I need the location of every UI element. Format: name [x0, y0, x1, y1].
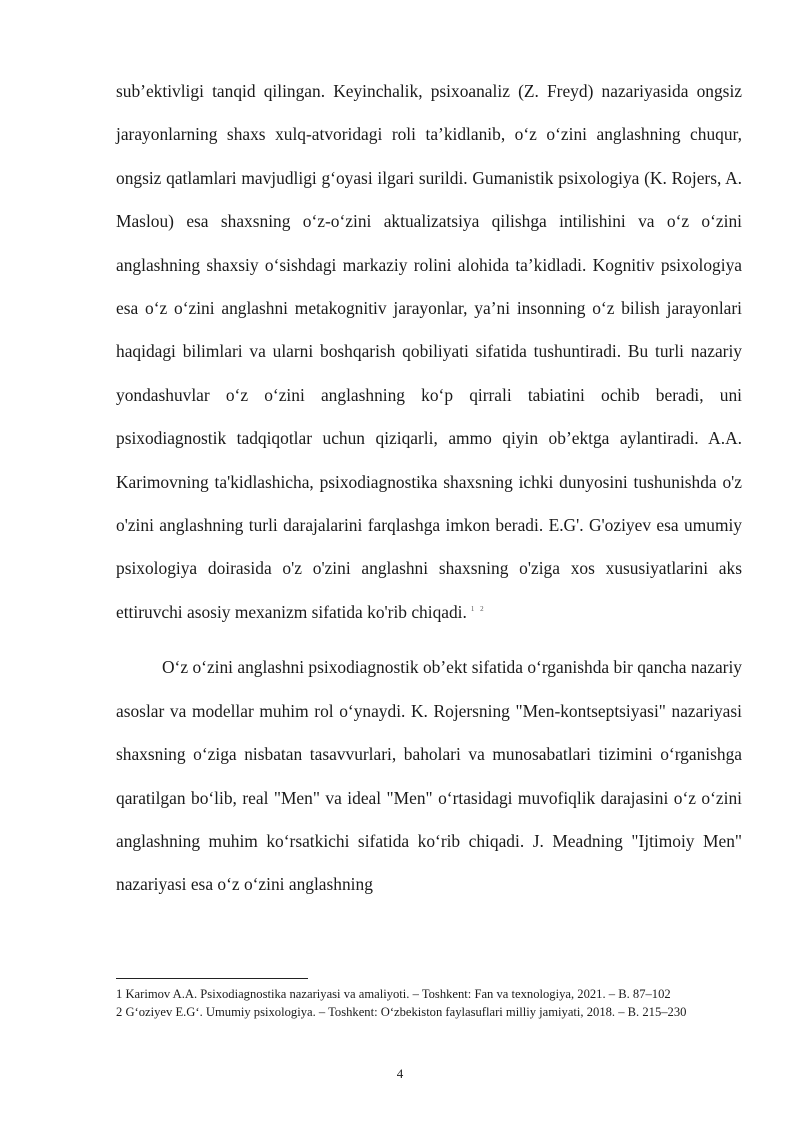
body-text	[116, 70, 742, 907]
page-number: 4	[396, 1066, 404, 1081]
paragraph-1	[116, 70, 742, 634]
footnote-2: 2 G‘oziyev E.G‘. Umumiy psixologiya. – Toshkent: O‘zbekiston faylasuflari milliy jamiyati, 2018. – B. 215–230	[116, 1004, 687, 1019]
footnote-reference-marks[interactable]: 1 2	[470, 605, 486, 614]
footnotes	[116, 986, 742, 1021]
footnote-separator	[116, 978, 308, 979]
paragraph-1-text: sub’ektivligi tanqid qilingan. Keyinchalik, psixoanaliz (Z. Freyd) nazariyasida ongsiz jarayonlarning shaxs xulq-atvoridagi roli ta’kidlanib, o‘z o‘zini anglashning chuqur, ongsiz qatlamlari mavjudligi g‘oyasi ilgari surildi. Gumanistik psixologiya (K. Rojers, A. Maslou) esa shaxsning o‘z-o‘zini aktualizatsiya qilishga intilishini va o‘z o‘zini anglashning shaxsiy o‘sishdagi markaziy rolini alohida ta’kidladi. Kognitiv psixologiya esa o‘z o‘zini anglashni metakognitiv jarayonlar, ya’ni insonning o‘z bilish jarayonlari haqidagi bilimlari va ularni boshqarish qobiliyati sifatida tushuntiradi. Bu turli nazariy yondashuvlar o‘z o‘zini anglashning ko‘p qirrali tabiatini ochib beradi, uni psixodiagnostik tadqiqotlar uchun qiziqarli, ammo qiyin ob’ektga aylantiradi. A.A. Karimovning ta'kidlashicha, psixodiagnostika shaxsning ichki dunyosini tushunishda o'z o'zini anglashning turli darajalarini farqlashga imkon beradi. E.G'. G'oziyev esa umumiy psixologiya doirasida o'z o'zini anglashni shaxsning o'ziga xos xususiyatlarini aks ettiruvchi asosiy mexanizm sifatida ko'rib chiqadi.	[116, 81, 742, 622]
paragraph-2: O‘z o‘zini anglashni psixodiagnostik ob’ekt sifatida o‘rganishda bir qancha nazariy asoslar va modellar muhim rol o‘ynaydi. K. Rojersning "Men-kontseptsiyasi" nazariyasi shaxsning o‘ziga nisbatan tasavvurlari, baholari va munosabatlari tizimini o‘rganishga qaratilgan bo‘lib, real "Men" va ideal "Men" o‘rtasidagi muvofiqlik darajasini o‘z o‘zini anglashning muhim ko‘rsatkichi sifatida ko‘rib chiqadi. J. Meadning "Ijtimoiy Men" nazariyasi esa o‘z o‘zini anglashning	[116, 657, 742, 895]
footnote-1: 1 Karimov A.A. Psixodiagnostika nazariyasi va amaliyoti. – Toshkent: Fan va texnologiya, 2021. – B. 87–102	[116, 987, 671, 1001]
